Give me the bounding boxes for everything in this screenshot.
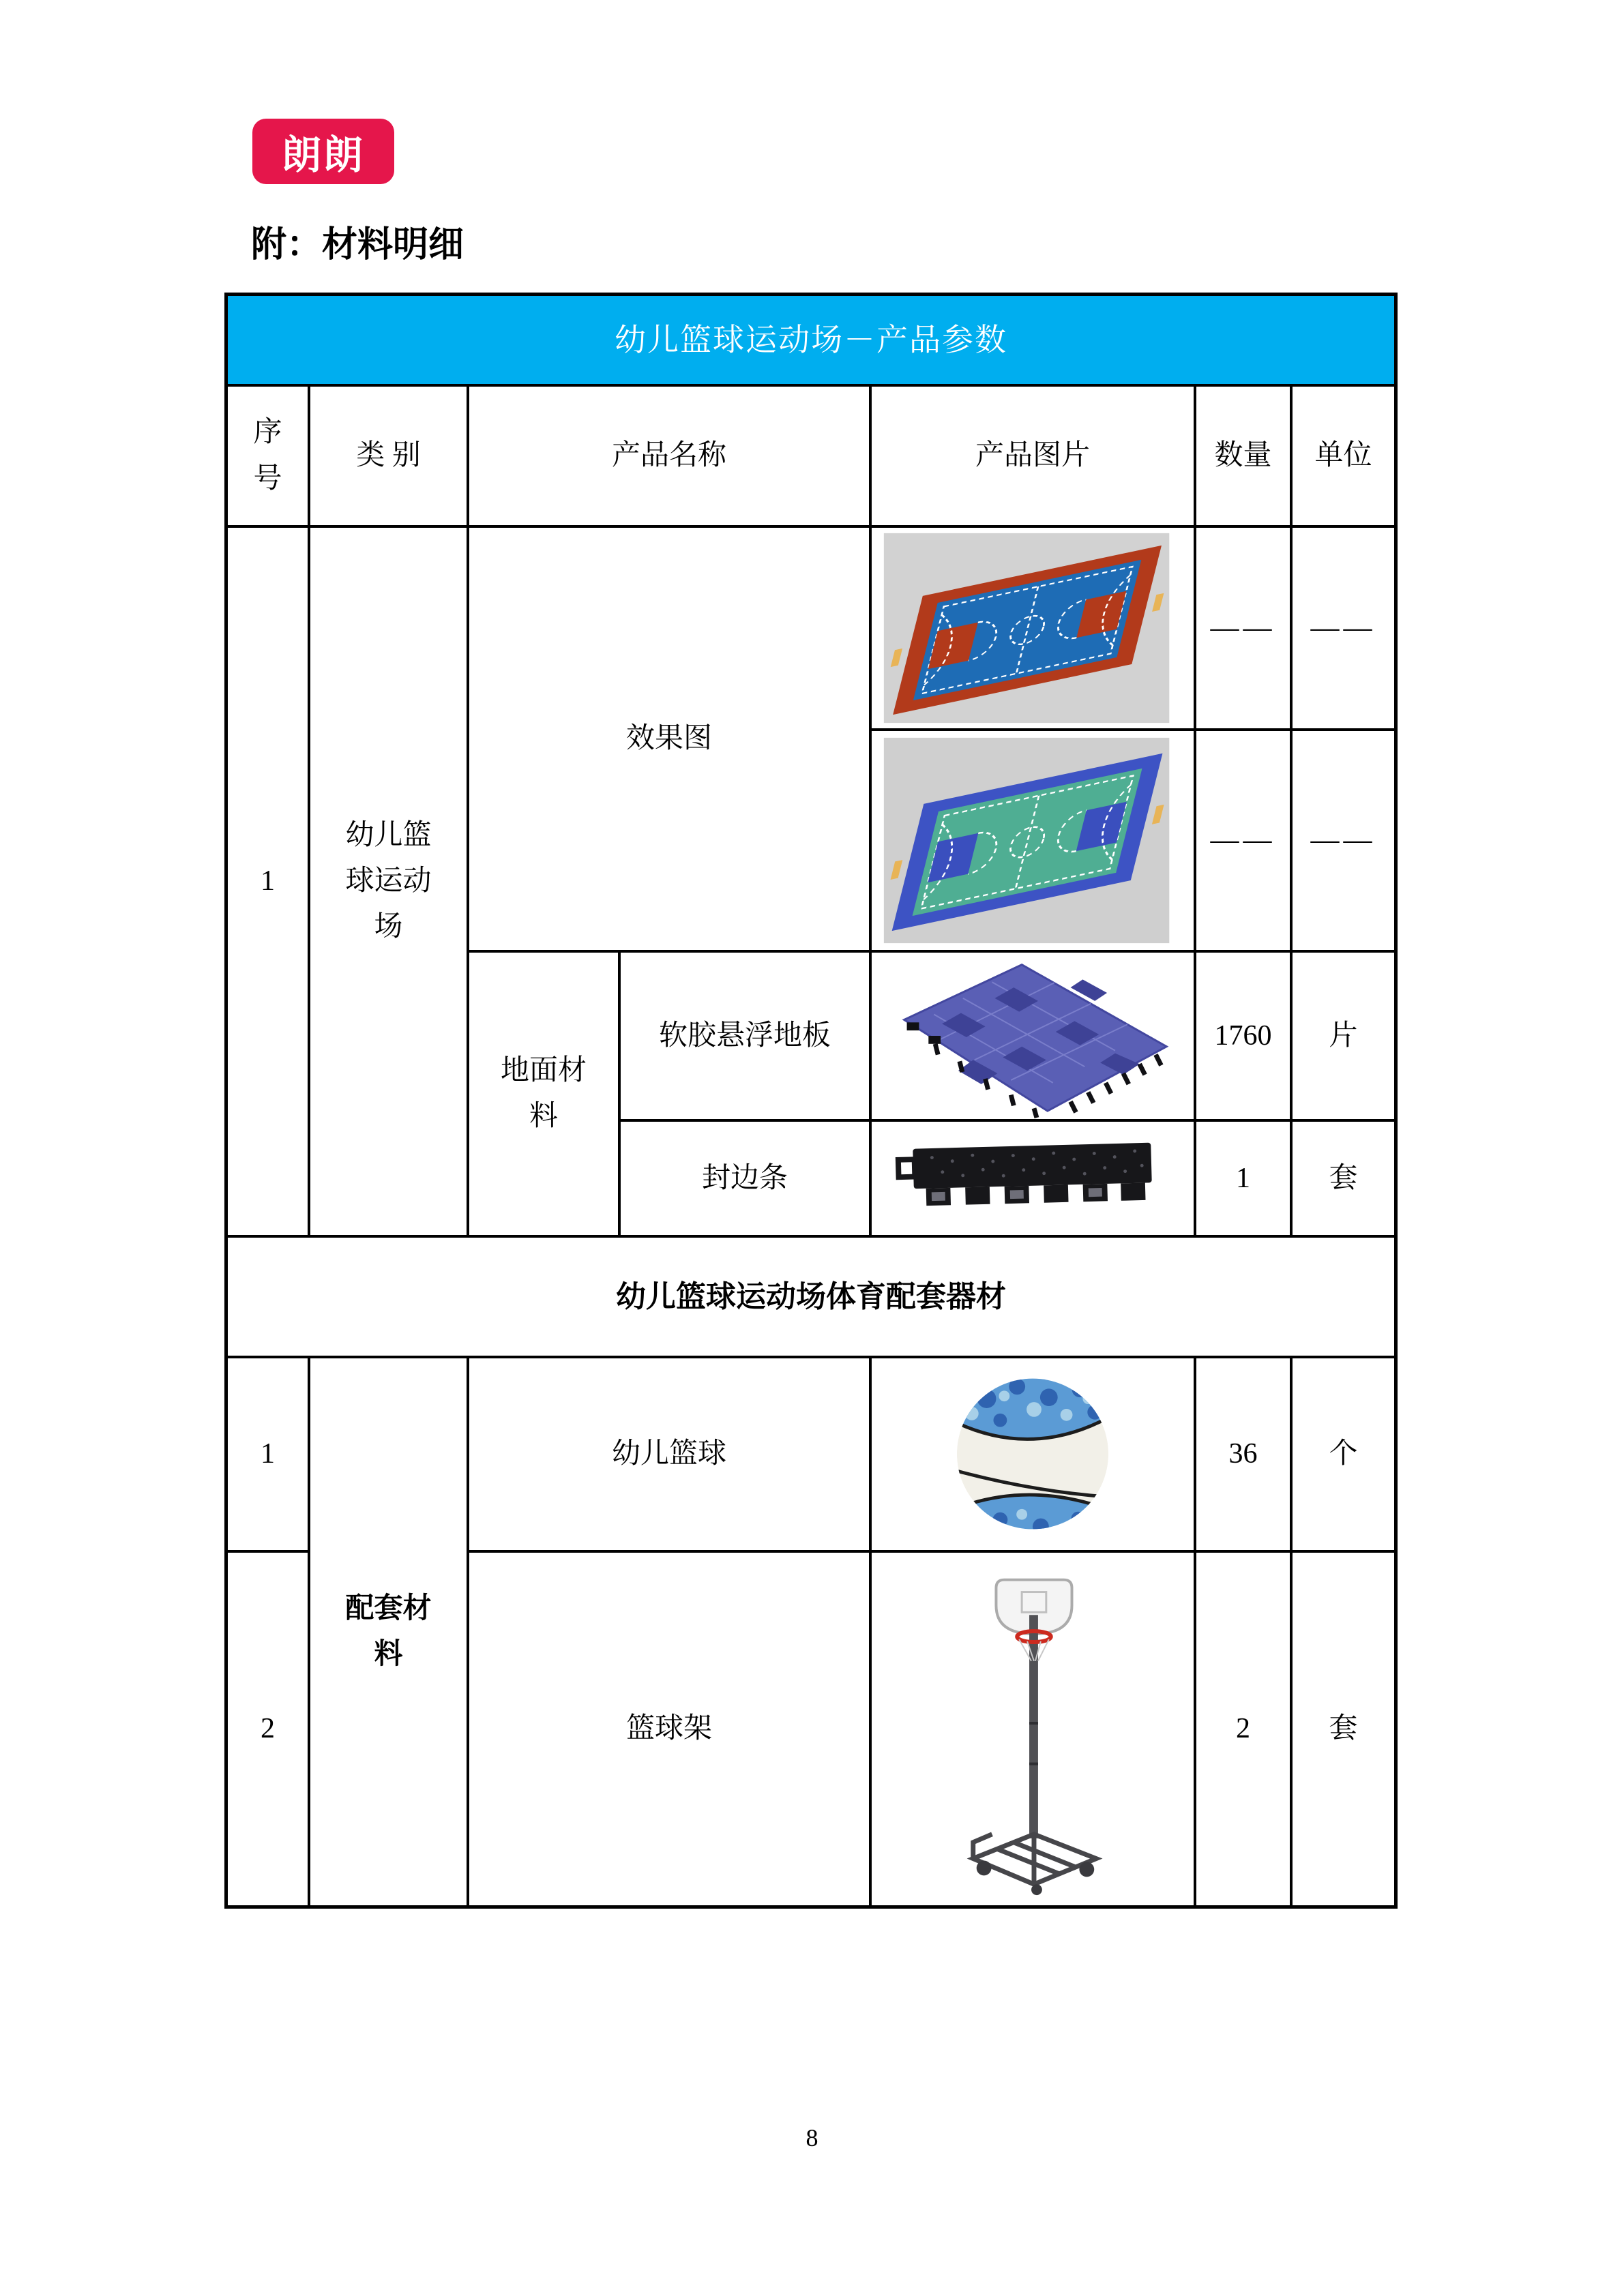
group1-category-label: 幼儿篮球运动场 (345, 819, 432, 943)
group2-row1-sn: 1 (226, 1357, 309, 1551)
render2-unit: —— (1291, 730, 1396, 951)
group1-category (309, 526, 468, 1236)
basketball-quantity: 36 (1195, 1357, 1291, 1551)
section2-title: 幼儿篮球运动场体育配套器材 (226, 1236, 1396, 1357)
header-product-name: 产品名称 (468, 385, 870, 526)
header-quantity: 数量 (1195, 385, 1291, 526)
render2-quantity: —— (1195, 730, 1291, 951)
basketball-unit: 个 (1291, 1357, 1396, 1551)
header-sn (226, 385, 309, 526)
table-title: 幼儿篮球运动场－产品参数 (226, 295, 1396, 385)
floor-tile-name: 软胶悬浮地板 (619, 951, 870, 1120)
edge-sealing-strip-graphic (872, 1122, 1194, 1235)
basketball-hoop-stand-graphic (872, 1553, 1194, 1905)
group2-category-label: 配套材料 (345, 1592, 432, 1670)
floor-tile-quantity: 1760 (1195, 951, 1291, 1120)
suspended-floor-tile-graphic (872, 953, 1194, 1119)
brand-logo-text: 朗朗 (281, 133, 365, 177)
edge-strip-unit: 套 (1291, 1120, 1396, 1236)
header-product-image: 产品图片 (870, 385, 1195, 526)
group1-sn: 1 (226, 526, 309, 1236)
render-label: 效果图 (468, 526, 870, 951)
header-unit: 单位 (1291, 385, 1396, 526)
ground-material-label-text: 地面材料 (500, 1054, 587, 1132)
kids-basketball-image (870, 1357, 1195, 1551)
header-sn-label: 序号 (253, 417, 282, 494)
product-parameter-table (224, 293, 1398, 1909)
edge-sealing-strip-image (870, 1120, 1195, 1236)
basketball-hoop-stand-image (870, 1551, 1195, 1907)
court-render-blue-green-graphic (872, 731, 1194, 950)
page-number: 8 (806, 2124, 818, 2151)
edge-strip-name: 封边条 (619, 1120, 870, 1236)
hoop-stand-name: 篮球架 (468, 1551, 870, 1907)
render1-quantity: —— (1195, 526, 1291, 730)
court-render-blue-green-image (870, 730, 1195, 951)
basketball-name: 幼儿篮球 (468, 1357, 870, 1551)
group2-category (309, 1357, 468, 1907)
ground-material-label (468, 951, 619, 1236)
hoop-stand-unit: 套 (1291, 1551, 1396, 1907)
header-category: 类 别 (309, 385, 468, 526)
kids-basketball-graphic (872, 1358, 1194, 1550)
floor-tile-unit: 片 (1291, 951, 1396, 1120)
group2-row2-sn: 2 (226, 1551, 309, 1907)
court-render-red-blue-image (870, 526, 1195, 730)
render1-unit: —— (1291, 526, 1396, 730)
brand-logo (252, 119, 394, 184)
court-render-red-blue-graphic (872, 528, 1194, 728)
suspended-floor-tile-image (870, 951, 1195, 1120)
edge-strip-quantity: 1 (1195, 1120, 1291, 1236)
page-heading: 附：材料明细 (251, 225, 464, 265)
hoop-stand-quantity: 2 (1195, 1551, 1291, 1907)
